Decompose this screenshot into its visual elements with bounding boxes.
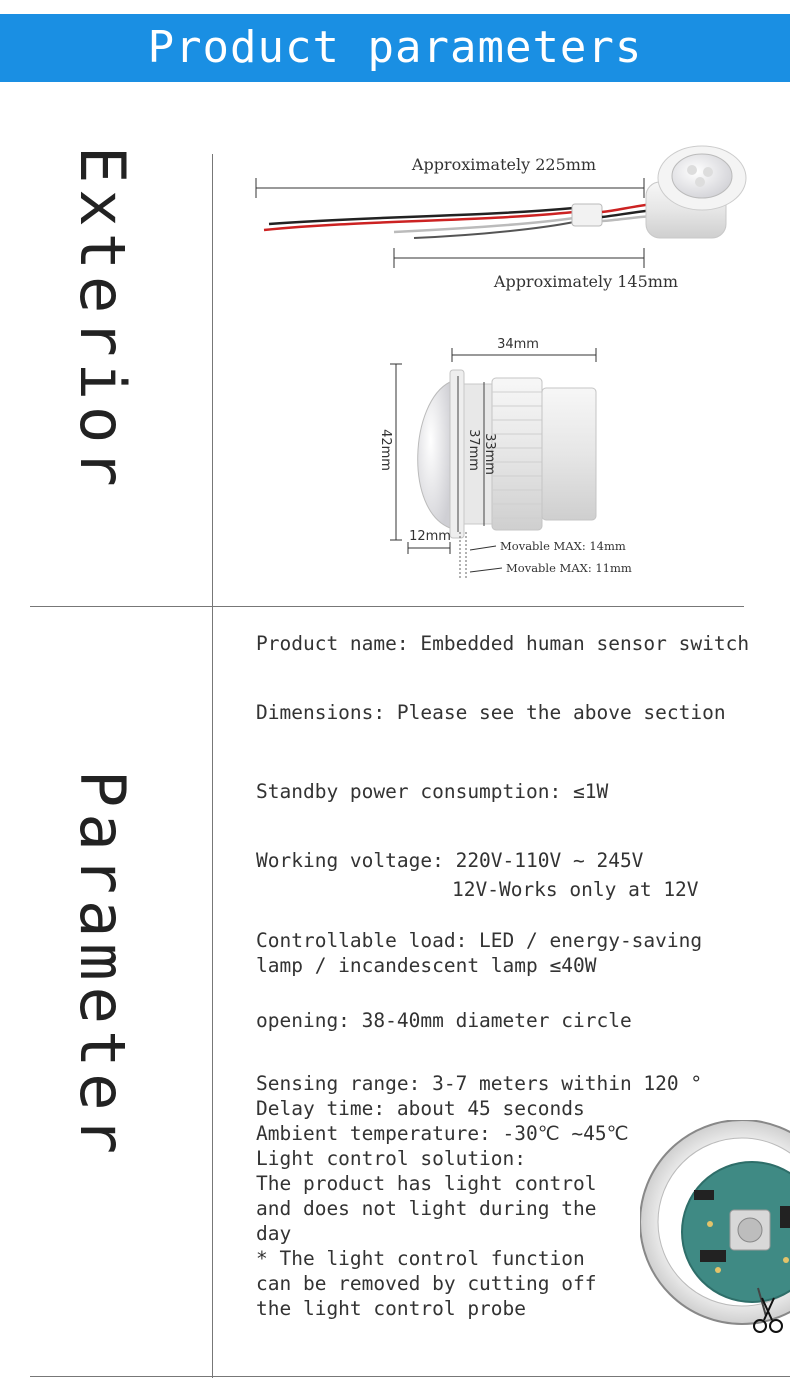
movable-max-1-label: Movable MAX: 14mm xyxy=(500,539,626,553)
param-note-3: the light control probe xyxy=(256,1297,527,1320)
inner-diameter-label: 37mm xyxy=(466,429,481,471)
length-wire-label: Approximately 145mm xyxy=(493,272,679,291)
section-divider xyxy=(30,606,744,607)
param-ambient: Ambient temperature: -30℃ ~45℃ xyxy=(256,1122,629,1145)
param-load-2: lamp / incandescent lamp ≤40W xyxy=(256,954,597,977)
param-opening: opening: 38-40mm diameter circle xyxy=(256,1009,632,1032)
wire-length-dimension xyxy=(256,155,644,198)
param-light-desc-1: The product has light control xyxy=(256,1172,597,1195)
param-light-desc-2: and does not light during the xyxy=(256,1197,597,1220)
width-label: 34mm xyxy=(497,337,539,352)
sensor-pcb-image xyxy=(640,1120,790,1340)
exterior-label: Exterior xyxy=(66,146,139,493)
page-title: Product parameters xyxy=(147,22,643,73)
vertical-divider xyxy=(212,154,213,1378)
param-dimensions: Dimensions: Please see the above section xyxy=(256,701,726,724)
wire-short-dimension xyxy=(394,248,678,291)
sensor-thumbnail xyxy=(646,146,746,238)
height-label: 42mm xyxy=(378,429,393,471)
param-light-solution: Light control solution: xyxy=(256,1147,527,1170)
param-note-1: * The light control function xyxy=(256,1247,585,1270)
wire-bundle xyxy=(264,204,654,238)
param-sensing: Sensing range: 3-7 meters within 120 ° xyxy=(256,1072,703,1095)
param-light-desc-3: day xyxy=(256,1222,292,1245)
header-bar xyxy=(0,14,790,82)
lens-depth-label: 12mm xyxy=(409,529,451,544)
parameter-label: Parameter xyxy=(66,770,139,1160)
param-delay: Delay time: about 45 seconds xyxy=(256,1097,585,1120)
param-voltage-1: Working voltage: 220V-110V ~ 245V xyxy=(256,849,644,872)
param-note-2: can be removed by cutting off xyxy=(256,1272,597,1295)
length-total-label: Approximately 225mm xyxy=(411,155,597,174)
thread-diameter-label: 33mm xyxy=(482,433,497,475)
param-standby: Standby power consumption: ≤1W xyxy=(256,780,609,803)
bottom-divider xyxy=(30,1376,790,1377)
param-load-1: Controllable load: LED / energy-saving xyxy=(256,929,703,952)
param-voltage-2: 12V-Works only at 12V xyxy=(452,878,699,901)
param-product-name: Product name: Embedded human sensor switch xyxy=(256,632,750,655)
exterior-diagram xyxy=(214,120,790,590)
sensor-side-view xyxy=(378,337,632,580)
movable-max-2-label: Movable MAX: 11mm xyxy=(506,561,632,575)
